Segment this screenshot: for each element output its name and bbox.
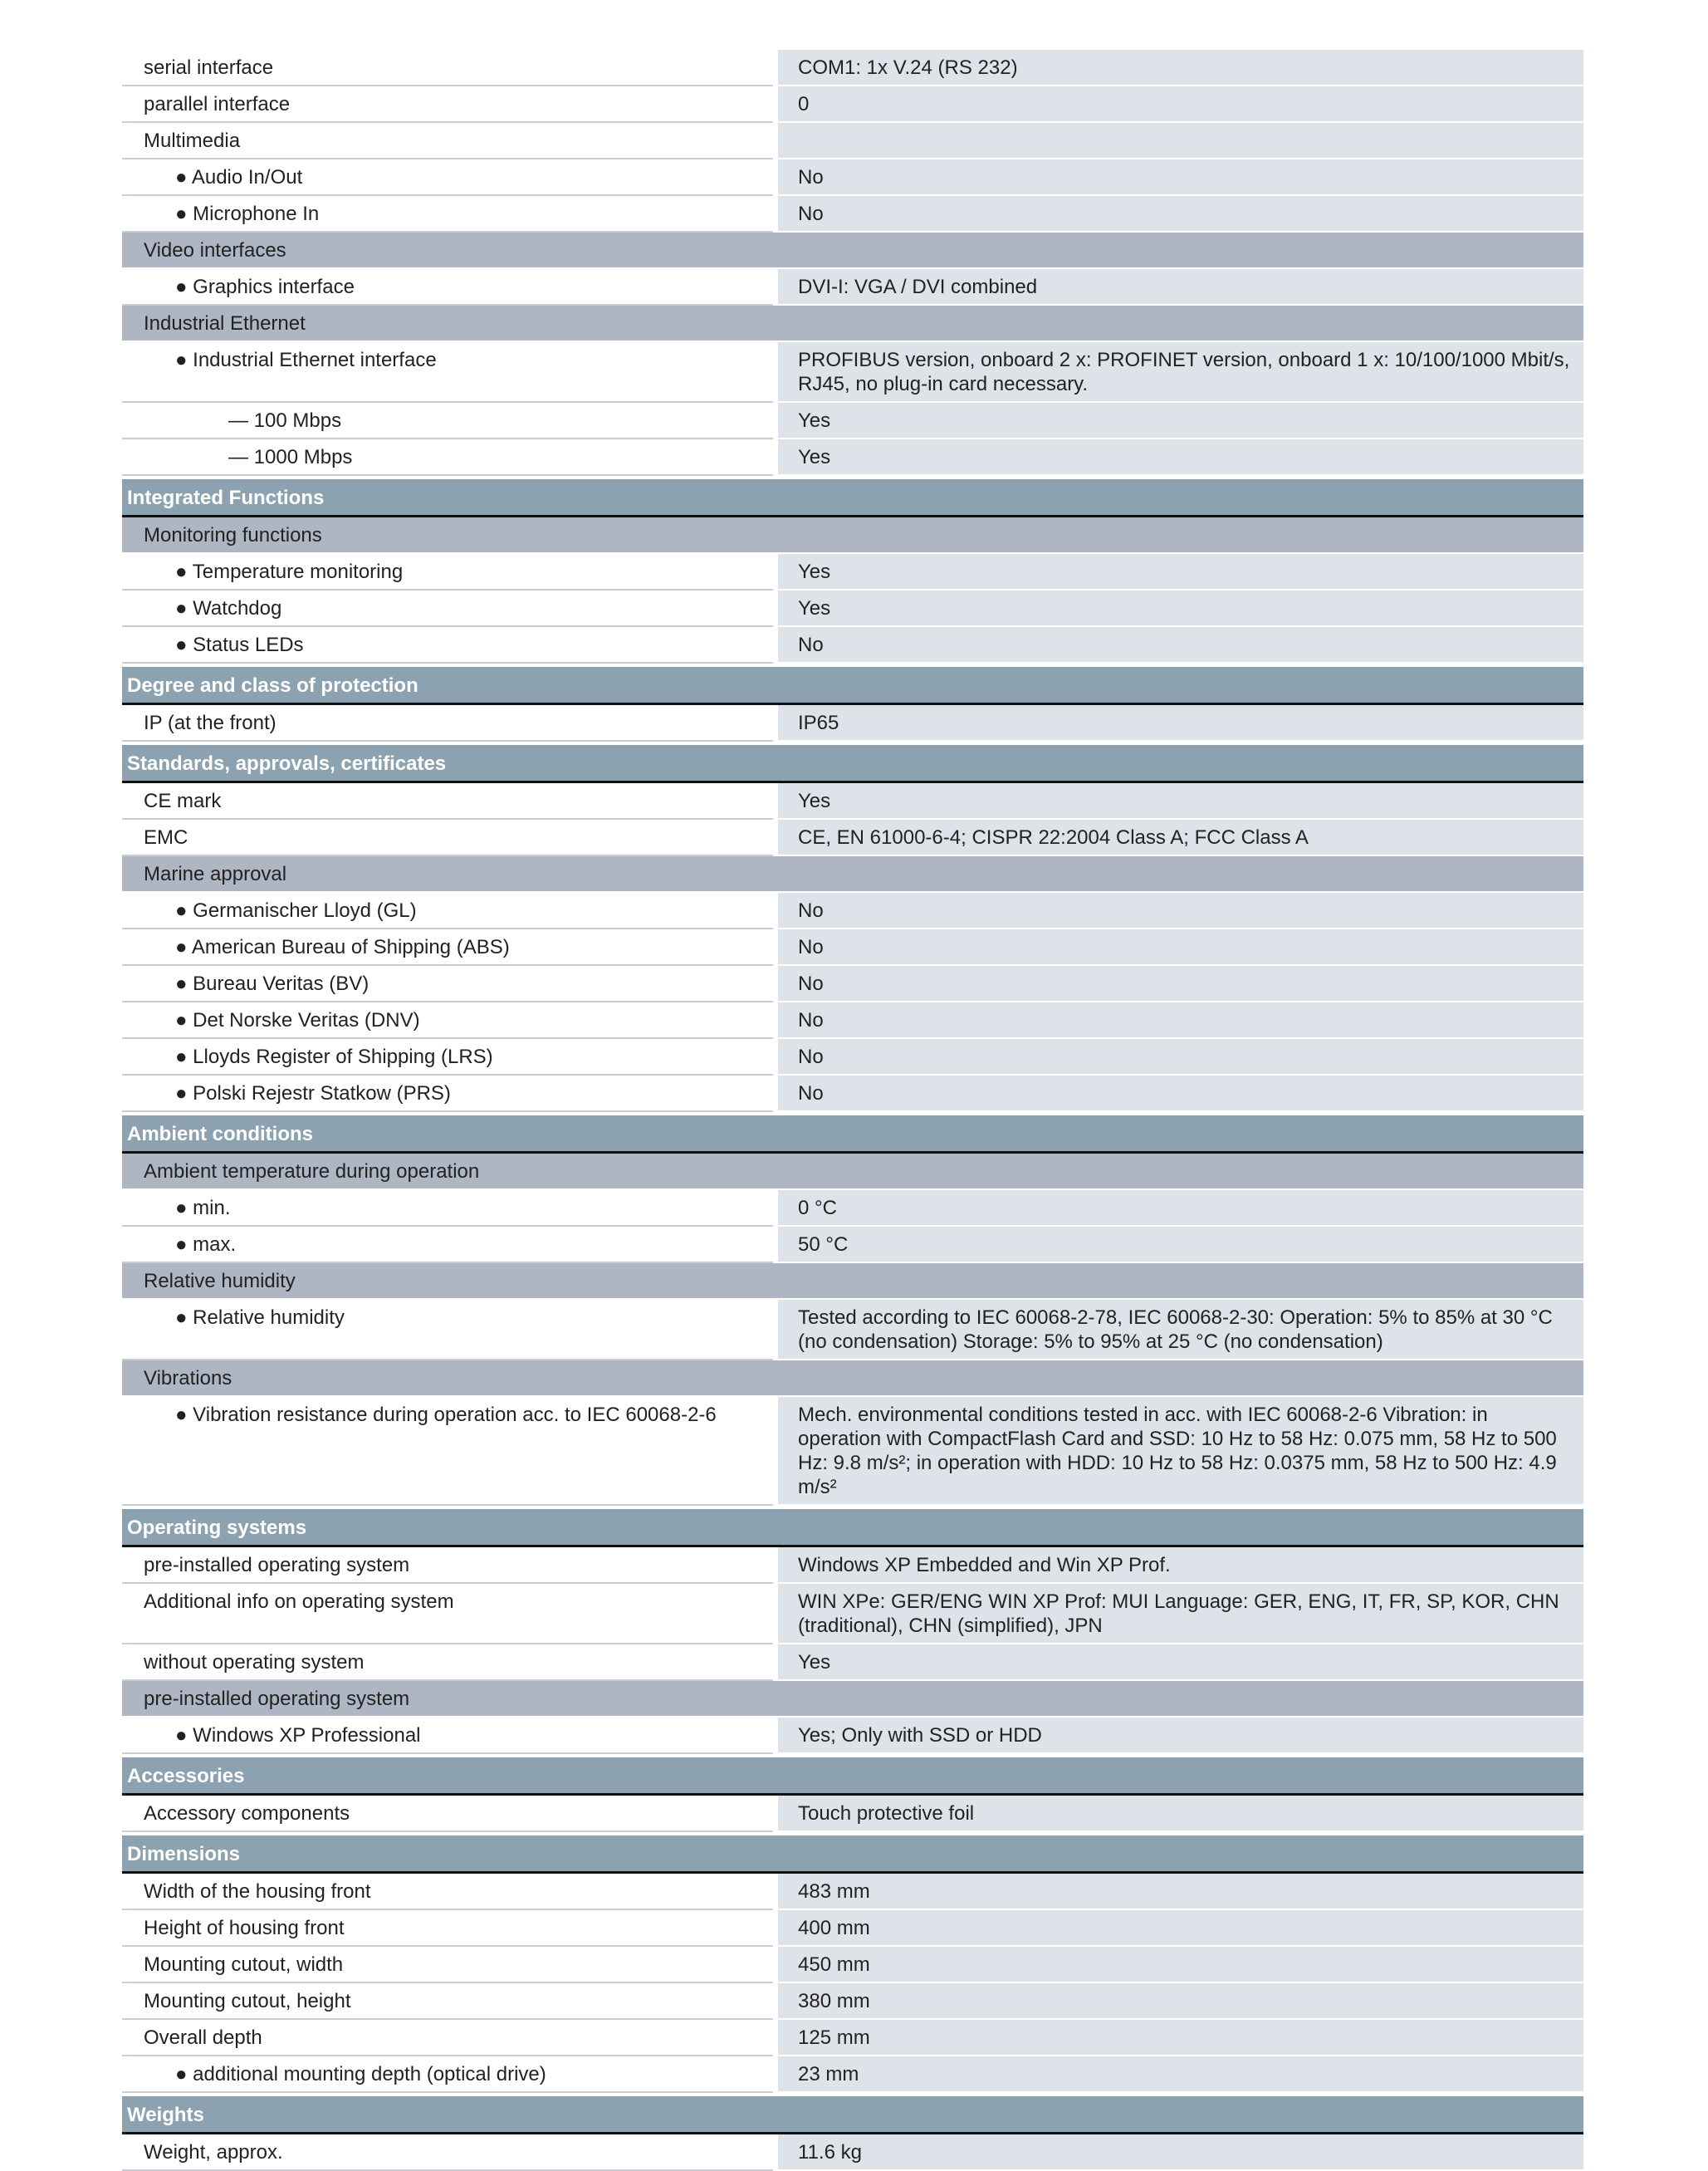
row-label: ● American Bureau of Shipping (ABS) xyxy=(122,929,773,966)
row-value: 23 mm xyxy=(773,2056,1583,2093)
group-header: Ambient temperature during operation xyxy=(122,1154,1583,1190)
row-value: Yes xyxy=(773,439,1583,476)
table-row xyxy=(122,1796,1583,1832)
row-value: No xyxy=(773,1002,1583,1039)
table-row xyxy=(122,966,1583,1002)
row-value: 450 mm xyxy=(773,1947,1583,1983)
table-row xyxy=(122,1547,1583,1584)
row-value xyxy=(773,123,1583,159)
table-row xyxy=(122,627,1583,664)
row-label: parallel interface xyxy=(122,86,773,123)
table-row xyxy=(122,1039,1583,1076)
table-row xyxy=(122,2056,1583,2093)
table-row xyxy=(122,2020,1583,2056)
row-value: No xyxy=(773,893,1583,929)
row-value: 0 °C xyxy=(773,1190,1583,1227)
table-row xyxy=(122,403,1583,439)
group-header: Marine approval xyxy=(122,856,1583,893)
table-row xyxy=(122,893,1583,929)
row-value: Touch protective foil xyxy=(773,1796,1583,1832)
row-label: ● Microphone In xyxy=(122,196,773,233)
row-label: ● Bureau Veritas (BV) xyxy=(122,966,773,1002)
table-row xyxy=(122,1983,1583,2020)
table-row xyxy=(122,269,1583,306)
row-value: 50 °C xyxy=(773,1227,1583,1263)
row-value: Yes; Only with SSD or HDD xyxy=(773,1718,1583,1754)
row-label: ● Relative humidity xyxy=(122,1300,773,1360)
group-header: pre-installed operating system xyxy=(122,1681,1583,1718)
row-label: ● Graphics interface xyxy=(122,269,773,306)
row-label: serial interface xyxy=(122,50,773,86)
row-label: ● Watchdog xyxy=(122,591,773,627)
section-header: Accessories xyxy=(122,1757,1583,1796)
row-label: CE mark xyxy=(122,783,773,820)
row-label: ● Status LEDs xyxy=(122,627,773,664)
spec-table xyxy=(122,50,1583,2171)
row-value: Yes xyxy=(773,591,1583,627)
table-row xyxy=(122,342,1583,403)
table-row xyxy=(122,929,1583,966)
row-label: — 1000 Mbps xyxy=(122,439,773,476)
row-value: 0 xyxy=(773,86,1583,123)
row-value: No xyxy=(773,1076,1583,1112)
row-label: Height of housing front xyxy=(122,1910,773,1947)
row-label: ● Temperature monitoring xyxy=(122,554,773,591)
row-value: Yes xyxy=(773,554,1583,591)
section-header: Ambient conditions xyxy=(122,1115,1583,1154)
group-header: Video interfaces xyxy=(122,233,1583,269)
table-row xyxy=(122,1076,1583,1112)
row-label: ● Polski Rejestr Statkow (PRS) xyxy=(122,1076,773,1112)
row-value: PROFIBUS version, onboard 2 x: PROFINET version, onboard 1 x: 10/100/1000 Mbit/s, RJ45, no plug-in card necessary. xyxy=(773,342,1583,403)
table-row xyxy=(122,1190,1583,1227)
row-value: 125 mm xyxy=(773,2020,1583,2056)
table-row xyxy=(122,1718,1583,1754)
row-value: Mech. environmental conditions tested in acc. with IEC 60068-2-6 Vibration: in operation with CompactFlash Card and SSD: 10 Hz to 58 Hz: 0.075 mm, 58 Hz to 500 Hz: 9.8 m/s²; in operation with HDD: 10 Hz to 58 Hz: 0.0375 mm, 58 Hz to 500 Hz: 4.9 m/s² xyxy=(773,1397,1583,1506)
table-row xyxy=(122,196,1583,233)
group-header: Vibrations xyxy=(122,1360,1583,1397)
row-value: No xyxy=(773,929,1583,966)
row-value: Yes xyxy=(773,403,1583,439)
row-value: IP65 xyxy=(773,705,1583,742)
row-value: CE, EN 61000-6-4; CISPR 22:2004 Class A; FCC Class A xyxy=(773,820,1583,856)
section-header: Weights xyxy=(122,2096,1583,2134)
row-value: DVI-I: VGA / DVI combined xyxy=(773,269,1583,306)
row-label: Weight, approx. xyxy=(122,2134,773,2171)
row-label: Width of the housing front xyxy=(122,1874,773,1910)
row-label: ● Industrial Ethernet interface xyxy=(122,342,773,403)
table-row xyxy=(122,123,1583,159)
table-row xyxy=(122,159,1583,196)
row-value: 400 mm xyxy=(773,1910,1583,1947)
row-label: ● Vibration resistance during operation acc. to IEC 60068-2-6 xyxy=(122,1397,773,1506)
row-label: — 100 Mbps xyxy=(122,403,773,439)
group-header: Monitoring functions xyxy=(122,517,1583,554)
table-row xyxy=(122,1874,1583,1910)
row-value: Yes xyxy=(773,1644,1583,1681)
table-row xyxy=(122,1584,1583,1644)
table-row xyxy=(122,1227,1583,1263)
table-row xyxy=(122,783,1583,820)
row-label: without operating system xyxy=(122,1644,773,1681)
row-label: ● additional mounting depth (optical drive) xyxy=(122,2056,773,2093)
row-value: No xyxy=(773,1039,1583,1076)
table-row xyxy=(122,591,1583,627)
row-label: pre-installed operating system xyxy=(122,1547,773,1584)
section-header: Operating systems xyxy=(122,1509,1583,1547)
row-label: ● Germanischer Lloyd (GL) xyxy=(122,893,773,929)
table-row xyxy=(122,1002,1583,1039)
table-row xyxy=(122,1947,1583,1983)
table-row xyxy=(122,1910,1583,1947)
row-value: 380 mm xyxy=(773,1983,1583,2020)
section-header: Integrated Functions xyxy=(122,479,1583,517)
row-value: Windows XP Embedded and Win XP Prof. xyxy=(773,1547,1583,1584)
group-header: Industrial Ethernet xyxy=(122,306,1583,342)
row-label: Additional info on operating system xyxy=(122,1584,773,1644)
row-label: ● Lloyds Register of Shipping (LRS) xyxy=(122,1039,773,1076)
table-row xyxy=(122,1397,1583,1506)
row-label: Mounting cutout, height xyxy=(122,1983,773,2020)
row-value: COM1: 1x V.24 (RS 232) xyxy=(773,50,1583,86)
row-value: Yes xyxy=(773,783,1583,820)
row-label: ● Det Norske Veritas (DNV) xyxy=(122,1002,773,1039)
row-label: ● max. xyxy=(122,1227,773,1263)
group-header: Relative humidity xyxy=(122,1263,1583,1300)
row-label: Accessory components xyxy=(122,1796,773,1832)
table-row xyxy=(122,1300,1583,1360)
table-row xyxy=(122,705,1583,742)
row-value: Tested according to IEC 60068-2-78, IEC 60068-2-30: Operation: 5% to 85% at 30 °C (no condensation) Storage: 5% to 95% at 25 °C (no condensation) xyxy=(773,1300,1583,1360)
row-label: Multimedia xyxy=(122,123,773,159)
row-label: EMC xyxy=(122,820,773,856)
row-value: WIN XPe: GER/ENG WIN XP Prof: MUI Language: GER, ENG, IT, FR, SP, KOR, CHN (traditional), CHN (simplified), JPN xyxy=(773,1584,1583,1644)
table-row xyxy=(122,86,1583,123)
row-label: Overall depth xyxy=(122,2020,773,2056)
row-label: Mounting cutout, width xyxy=(122,1947,773,1983)
row-label: IP (at the front) xyxy=(122,705,773,742)
row-value: No xyxy=(773,966,1583,1002)
table-row xyxy=(122,439,1583,476)
table-row xyxy=(122,2134,1583,2171)
table-row xyxy=(122,820,1583,856)
row-value: 11.6 kg xyxy=(773,2134,1583,2171)
section-header: Degree and class of protection xyxy=(122,667,1583,705)
table-row xyxy=(122,50,1583,86)
table-row xyxy=(122,1644,1583,1681)
table-row xyxy=(122,554,1583,591)
row-label: ● Audio In/Out xyxy=(122,159,773,196)
row-label: ● Windows XP Professional xyxy=(122,1718,773,1754)
section-header: Standards, approvals, certificates xyxy=(122,745,1583,783)
row-value: No xyxy=(773,159,1583,196)
section-header: Dimensions xyxy=(122,1835,1583,1874)
row-value: No xyxy=(773,196,1583,233)
row-value: 483 mm xyxy=(773,1874,1583,1910)
row-label: ● min. xyxy=(122,1190,773,1227)
row-value: No xyxy=(773,627,1583,664)
